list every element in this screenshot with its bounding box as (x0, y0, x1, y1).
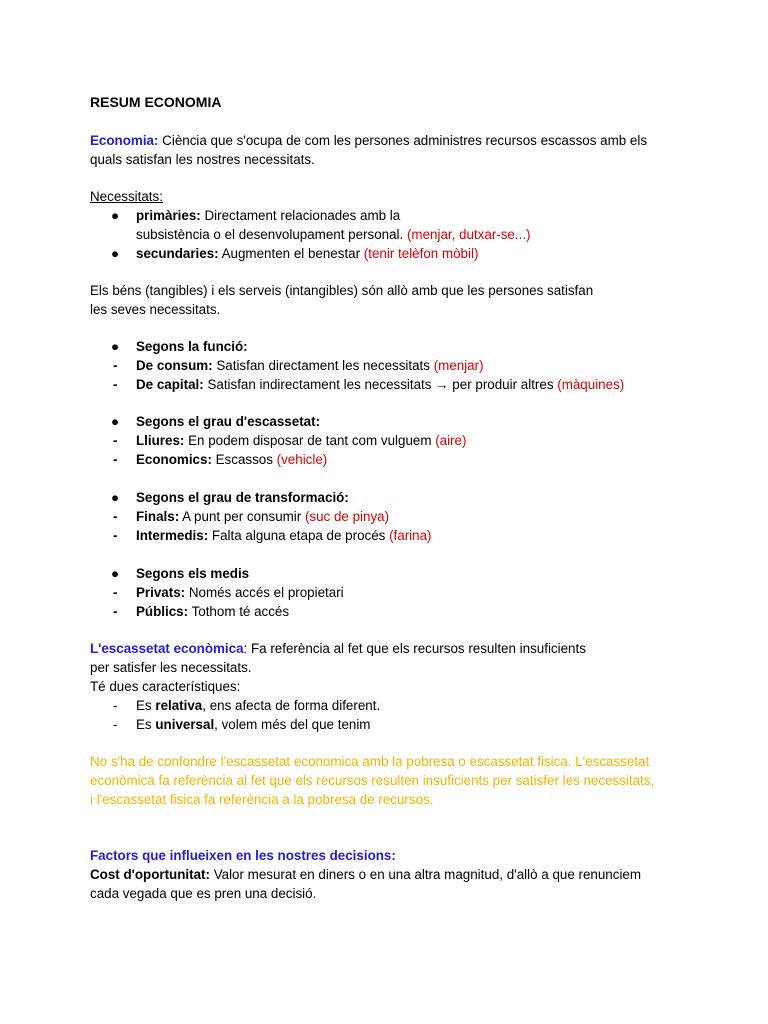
item-text: , ens afecta de forma diferent. (202, 698, 381, 713)
item-text: Es (136, 698, 156, 713)
dash-marker: - (113, 433, 118, 448)
bens-line1: Els béns (tangibles) i els serveis (intangibles) són allò amb que les persones satisfan (90, 283, 594, 298)
list-item-continuation (90, 225, 531, 244)
economia-text-line1: Ciència que s'ocupa de com les persones administres recursos escassos amb els (158, 133, 648, 148)
list-item (90, 375, 624, 394)
dash-marker: - (113, 452, 118, 467)
bullet-marker: ● (111, 208, 120, 223)
dash-marker: - (113, 509, 118, 524)
item-text: Tothom té accés (188, 604, 290, 619)
dash-marker: - (113, 585, 118, 600)
cost-oportunitat-text1: Valor mesurat en diners o en una altra magnitud, d'allò a que renunciem (209, 867, 642, 882)
list-item (90, 356, 624, 375)
item-text: Satisfan directament les necessitats (212, 358, 434, 373)
item-text: En podem disposar de tant com vulguem (184, 433, 436, 448)
economia-term: Economia: (90, 133, 159, 148)
escassetat-grau-section (90, 412, 466, 469)
bullet-marker: ● (111, 414, 120, 429)
list-item (90, 244, 531, 263)
dash-marker: - (113, 717, 118, 732)
list-item (90, 507, 432, 526)
escassetat-economica-term: L'escassetat econòmica (90, 641, 244, 656)
item-text: Només accés el propietari (185, 585, 344, 600)
item-example: (vehicle) (276, 452, 328, 467)
cost-oportunitat-text2: cada vegada que es pren una decisió. (90, 886, 317, 901)
item-text: Falta alguna etapa de procés (208, 528, 390, 543)
escassetat-economica-line2: per satisfer les necessitats. (90, 660, 252, 675)
item-term: Economics: (136, 452, 212, 467)
list-item (90, 564, 344, 583)
note-line3: i l'escassetat fisica fa referència a la pobresa de recursos. (90, 792, 434, 807)
primaries-term: primàries: (136, 208, 201, 223)
list-item (90, 526, 432, 545)
dash-marker: - (113, 604, 118, 619)
note-line2: econòmica fa referència al fet que els recursos resulten insuficients per satisfer les necessitats, (90, 773, 655, 788)
item-example: (suc de pinya) (304, 509, 390, 524)
list-item (90, 583, 344, 602)
cost-oportunitat-term: Cost d'oportunitat: (90, 867, 210, 882)
medis-heading: Segons els medis (136, 566, 250, 581)
item-text: Satisfan indirectament les necessitats → per produir altres (203, 377, 558, 392)
list-item (90, 206, 531, 225)
primaries-example: (menjar, dutxar-se...) (406, 227, 531, 242)
primaries-text1: Directament relacionades amb la (200, 208, 401, 223)
escassetat-economica-line3: Té dues característiques: (90, 679, 241, 694)
escassetat-economica-line1: : Fa referència al fet que els recursos resulten insuficients (243, 641, 586, 656)
item-example: (aire) (435, 433, 467, 448)
economia-definition (90, 131, 647, 169)
secundaries-term: secundaries: (136, 246, 219, 261)
bullet-marker: ● (111, 246, 120, 261)
dash-marker: - (113, 698, 118, 713)
escassetat-note (90, 752, 654, 809)
list-item (90, 602, 344, 621)
secundaries-example: (tenir telèfon mòbil) (363, 246, 479, 261)
item-term: Finals: (136, 509, 180, 524)
item-term: Públics: (136, 604, 189, 619)
item-text: A punt per consumir (179, 509, 305, 524)
dash-marker: - (113, 358, 118, 373)
escassetat-economica-section (90, 639, 586, 734)
list-item (90, 488, 432, 507)
item-term: relativa (155, 698, 203, 713)
list-item (90, 412, 466, 431)
funcio-section (90, 337, 624, 394)
item-term: De capital: (136, 377, 204, 392)
list-item (90, 715, 586, 734)
factors-heading: Factors que influeixen en les nostres decisions: (90, 848, 396, 863)
list-item (90, 337, 624, 356)
item-term: Privats: (136, 585, 186, 600)
note-line1: No s'ha de confondre l'escassetat economica amb la pobresa o escassetat fisica. L'escassetat (90, 754, 650, 769)
economia-text-line2: quals satisfan les nostres necessitats. (90, 152, 315, 167)
item-text: Es (136, 717, 156, 732)
bens-line2: les seves necessitats. (90, 302, 221, 317)
list-item (90, 450, 466, 469)
transformacio-heading: Segons el grau de transformació: (136, 490, 349, 505)
list-item (90, 431, 466, 450)
secundaries-text: Augmenten el benestar (218, 246, 364, 261)
item-example: (màquines) (557, 377, 625, 392)
bens-paragraph (90, 281, 593, 319)
necessitats-heading: Necessitats: (90, 189, 163, 204)
list-item (90, 696, 586, 715)
bullet-marker: ● (111, 566, 120, 581)
escassetat-grau-heading: Segons el grau d'escassetat: (136, 414, 321, 429)
item-term: Lliures: (136, 433, 185, 448)
dash-marker: - (113, 377, 118, 392)
item-example: (menjar) (433, 358, 484, 373)
item-term: universal (155, 717, 215, 732)
bullet-marker: ● (111, 490, 120, 505)
dash-marker: - (113, 528, 118, 543)
medis-section (90, 564, 344, 621)
necessitats-section (90, 187, 531, 263)
transformacio-section (90, 488, 432, 545)
item-example: (farina) (389, 528, 432, 543)
document-title: RESUM ECONOMIA (90, 94, 222, 110)
item-text: , volem més del que tenim (214, 717, 371, 732)
item-term: De consum: (136, 358, 213, 373)
primaries-text2: subsistència o el desenvolupament personal. (136, 227, 407, 242)
item-term: Intermedis: (136, 528, 209, 543)
item-text: Escassos (211, 452, 277, 467)
factors-section (90, 846, 641, 903)
bullet-marker: ● (111, 339, 120, 354)
funcio-heading: Segons la funció: (136, 339, 248, 354)
